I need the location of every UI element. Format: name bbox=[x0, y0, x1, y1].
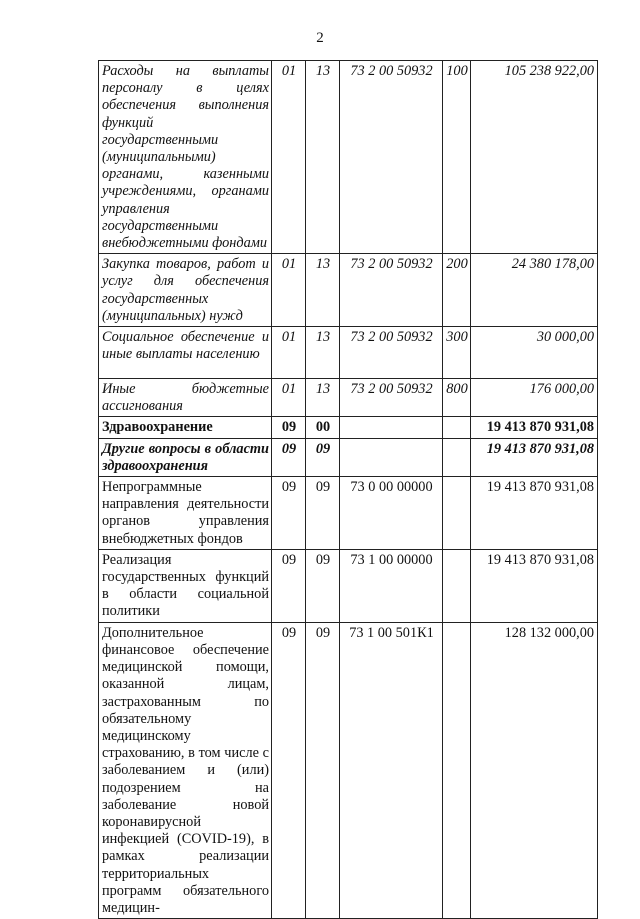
table-row bbox=[99, 622, 598, 918]
row-subsection: 00 bbox=[306, 417, 340, 438]
row-name: Закупка товаров, работ и услуг для обеспечения государственных (муниципальных) нужд bbox=[99, 254, 272, 327]
row-amount: 19 413 870 931,08 bbox=[471, 417, 598, 438]
row-section: 09 bbox=[272, 438, 306, 476]
row-expense-type: 300 bbox=[443, 327, 471, 379]
row-section: 01 bbox=[272, 327, 306, 379]
row-expense-type: 100 bbox=[443, 61, 471, 254]
row-target-article: 73 1 00 00000 bbox=[340, 549, 443, 622]
row-amount: 128 132 000,00 bbox=[471, 622, 598, 918]
row-target-article bbox=[340, 417, 443, 438]
row-target-article: 73 2 00 50932 bbox=[340, 379, 443, 417]
row-target-article bbox=[340, 438, 443, 476]
row-expense-type bbox=[443, 549, 471, 622]
table-row bbox=[99, 549, 598, 622]
row-target-article: 73 1 00 501К1 bbox=[340, 622, 443, 918]
row-expense-type: 800 bbox=[443, 379, 471, 417]
table-row bbox=[99, 327, 598, 379]
row-subsection: 13 bbox=[306, 379, 340, 417]
row-name: Социальное обеспечение и иные выплаты населению bbox=[99, 327, 272, 379]
row-name: Иные бюджетные ассигнования bbox=[99, 379, 272, 417]
row-subsection: 13 bbox=[306, 327, 340, 379]
row-amount: 24 380 178,00 bbox=[471, 254, 598, 327]
row-section: 09 bbox=[272, 549, 306, 622]
row-expense-type bbox=[443, 477, 471, 550]
row-expense-type bbox=[443, 438, 471, 476]
row-expense-type: 200 bbox=[443, 254, 471, 327]
row-amount: 19 413 870 931,08 bbox=[471, 549, 598, 622]
table-row bbox=[99, 438, 598, 476]
row-subsection: 13 bbox=[306, 254, 340, 327]
row-amount: 19 413 870 931,08 bbox=[471, 477, 598, 550]
row-name: Непрограммные направления деятельности органов управления внебюджетных фондов bbox=[99, 477, 272, 550]
row-expense-type bbox=[443, 417, 471, 438]
row-target-article: 73 2 00 50932 bbox=[340, 61, 443, 254]
row-section: 01 bbox=[272, 254, 306, 327]
page-number: 2 bbox=[316, 30, 324, 46]
row-section: 09 bbox=[272, 477, 306, 550]
row-amount: 19 413 870 931,08 bbox=[471, 438, 598, 476]
table-row bbox=[99, 477, 598, 550]
row-subsection: 13 bbox=[306, 61, 340, 254]
row-subsection: 09 bbox=[306, 477, 340, 550]
row-section: 01 bbox=[272, 379, 306, 417]
table-row bbox=[99, 417, 598, 438]
row-name: Другие вопросы в области здравоохранения bbox=[99, 438, 272, 476]
budget-table bbox=[98, 60, 598, 919]
row-subsection: 09 bbox=[306, 549, 340, 622]
row-subsection: 09 bbox=[306, 438, 340, 476]
row-section: 09 bbox=[272, 622, 306, 918]
row-amount: 105 238 922,00 bbox=[471, 61, 598, 254]
table-row bbox=[99, 254, 598, 327]
row-name: Дополнительное финансовое обеспечение медицинской помощи, оказанной лицам, застрахованным по обязательному медицинскому страхованию, в том числе с заболеванием и (или) подозрением на заболевание новой коронавирусной инфекцией (COVID-19), в рамках реализации территориальных программ обязательного медицин- bbox=[99, 622, 272, 918]
row-expense-type bbox=[443, 622, 471, 918]
row-section: 01 bbox=[272, 61, 306, 254]
row-name: Здравоохранение bbox=[99, 417, 272, 438]
row-amount: 30 000,00 bbox=[471, 327, 598, 379]
row-subsection: 09 bbox=[306, 622, 340, 918]
row-target-article: 73 2 00 50932 bbox=[340, 327, 443, 379]
table-row bbox=[99, 61, 598, 254]
row-name: Реализация государственных функций в области социальной политики bbox=[99, 549, 272, 622]
row-name: Расходы на выплаты персоналу в целях обеспечения выполнения функций государственными (муниципальными) органами, казенными учреждениями, органами управления государственными внебюджетными фондами bbox=[99, 61, 272, 254]
row-target-article: 73 2 00 50932 bbox=[340, 254, 443, 327]
row-amount: 176 000,00 bbox=[471, 379, 598, 417]
table-row bbox=[99, 379, 598, 417]
row-target-article: 73 0 00 00000 bbox=[340, 477, 443, 550]
row-section: 09 bbox=[272, 417, 306, 438]
